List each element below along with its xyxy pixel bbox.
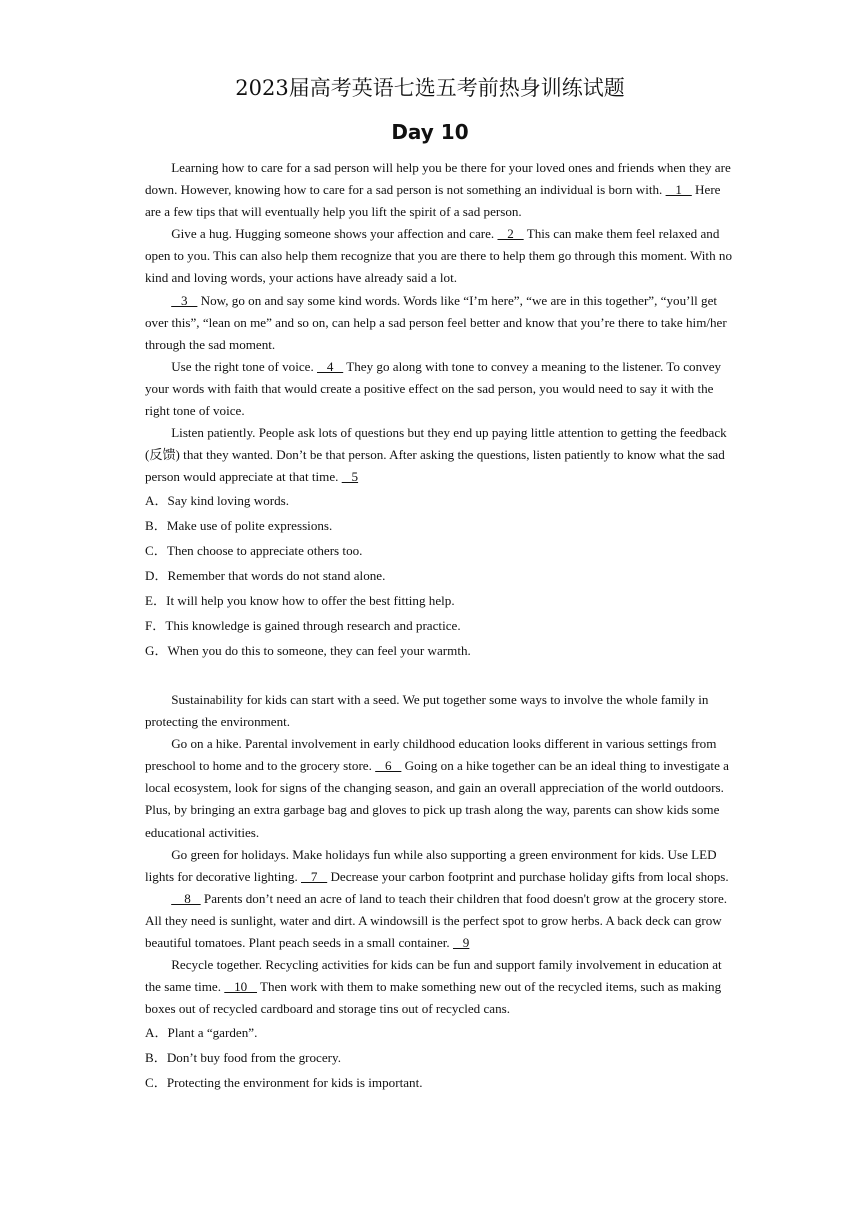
paragraph-text: Going on a hike together can be an ideal thing to investigate a local ecosystem, look for signs of the changing season, and gain an overall appreciation of the world outdoors. Plus, by bringing an extra garbage bag and gloves to pick up trash along the way, parents can show kids some educational activities.: [145, 758, 729, 840]
option-a: A．Say kind loving words.: [145, 493, 290, 509]
answer-blank-9: 9: [452, 935, 470, 951]
page-subtitle: Day 10: [391, 120, 469, 144]
answer-blank-1: 1: [665, 182, 692, 198]
option-g: G．When you do this to someone, they can feel your warmth.: [145, 643, 471, 659]
option-d: D．Remember that words do not stand alone.: [145, 568, 386, 584]
paragraph-text: They go along with tone to convey a meaning to the listener. To convey your words with faith that would create a positive effect on the sad person, you would need to say it with the right tone of voice.: [145, 358, 722, 419]
option-c: C．Then choose to appreciate others too.: [145, 543, 363, 559]
paragraph-text: This can make them feel relaxed and open to you. This can also help them recognize that you are there to help them go through this moment. With no kind and loving words, your actions have already said a lot.: [145, 226, 732, 286]
paragraph: [145, 223, 739, 289]
paragraph: [145, 157, 739, 223]
option-b: B．Don’t buy food from the grocery.: [145, 1050, 342, 1066]
paragraph: [145, 290, 739, 356]
paragraph: [145, 356, 739, 422]
paragraph-text: Go green for holidays. Make holidays fun while also supporting a green environment for kids. Use LED lights for decorative lighting.: [145, 846, 717, 884]
answer-blank-3: 3: [171, 292, 198, 308]
option-a: A．Plant a “garden”.: [145, 1025, 258, 1041]
passage-two: [145, 689, 739, 1095]
page-title: 2023届高考英语七选五考前热身训练试题: [235, 76, 625, 100]
option-b: B．Make use of polite expressions.: [145, 518, 333, 534]
option-f: F．This knowledge is gained through research and practice.: [145, 618, 461, 634]
paragraph-text: Sustainability for kids can start with a seed. We put together some ways to involve the whole family in protecting the environment.: [145, 692, 709, 730]
paragraph-text: Now, go on and say some kind words. Words like “I’m here”, “we are in this together”, “you’ll get over this”, “lean on me” and so on, can help a sad person feel better and know that you’re there to take him/her through the sad moment.: [145, 292, 727, 352]
option-e: E．It will help you know how to offer the best fitting help.: [145, 593, 455, 609]
paragraph-text: Use the right tone of voice.: [171, 358, 317, 374]
paragraph: [145, 733, 739, 843]
answer-blank-2: 2: [497, 226, 524, 242]
answer-blank-7: 7: [301, 868, 328, 884]
paragraph: [145, 844, 739, 888]
answer-blank-5: 5: [341, 469, 359, 485]
answer-blank-6: 6: [375, 758, 402, 774]
paragraph: [145, 888, 739, 954]
option-c: C．Protecting the environment for kids is important.: [145, 1075, 423, 1091]
answer-blank-10: 10: [224, 979, 258, 995]
paragraph-text: Go on a hike. Parental involvement in early childhood education looks different in various settings from preschool to home and to the grocery store.: [145, 736, 717, 774]
paragraph-text: Decrease your carbon footprint and purchase holiday gifts from local shops.: [327, 868, 729, 884]
answer-blank-4: 4: [317, 358, 344, 374]
paragraph-text: Here are a few tips that will eventually help you lift the spirit of a sad person.: [145, 182, 721, 220]
paragraph-text: Parents don’t need an acre of land to teach their children that food doesn't grow at the grocery store. All they need is sunlight, water and dirt. A windowsill is the perfect spot to grow herbs. A back deck can grow beautiful tomatoes. Plant peach seeds in a small container.: [145, 890, 728, 951]
paragraph-text: Learning how to care for a sad person will help you be there for your loved ones and friends when they are down. However, knowing how to care for a sad person is not something an individual is born with.: [145, 160, 731, 198]
answer-blank-8: 8: [171, 890, 201, 906]
passage-one: [145, 157, 739, 663]
paragraph-text: Then work with them to make something new out of the recycled items, such as making boxes out of recycled cardboard and storage tins out of recycled cans.: [145, 979, 722, 1017]
paragraph-text: Recycle together. Recycling activities for kids can be fun and support family involvement in education at the same time.: [145, 957, 722, 995]
paragraph: [145, 954, 739, 1020]
paragraph: [145, 422, 739, 488]
paragraph-text: Give a hug. Hugging someone shows your affection and care.: [171, 226, 498, 242]
paragraph: [145, 689, 739, 733]
paragraph-text: Listen patiently. People ask lots of questions but they end up paying little attention to getting the feedback (反馈) that they wanted. Don’t be that person. After asking the questions, listen patiently to know what the sad person would appreciate at that time.: [145, 425, 727, 485]
